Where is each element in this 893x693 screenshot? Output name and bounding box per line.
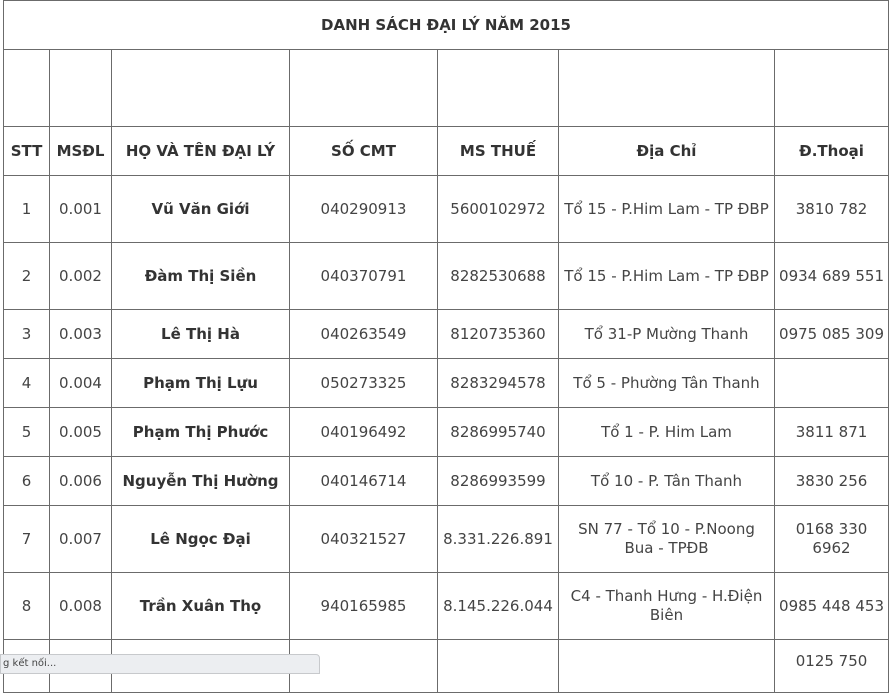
table-row <box>4 408 889 457</box>
cell-msdl: 0.002 <box>50 243 112 310</box>
cell-tax: 8283294578 <box>438 359 559 408</box>
cell-msdl: 0.005 <box>50 408 112 457</box>
cell-name: Trần Xuân Thọ <box>112 573 290 640</box>
cell-name: Đàm Thị Siền <box>112 243 290 310</box>
cell-stt: 7 <box>4 506 50 573</box>
cell-name: Lê Ngọc Đại <box>112 506 290 573</box>
table-row <box>4 573 889 640</box>
cell-msdl: 0.007 <box>50 506 112 573</box>
cell-tax: 8120735360 <box>438 310 559 359</box>
agent-table <box>3 0 889 693</box>
cell-msdl: 0.004 <box>50 359 112 408</box>
header-stt: STT <box>4 127 50 176</box>
table-row <box>4 457 889 506</box>
table-row <box>4 243 889 310</box>
cell-phone: 0975 085 309 <box>775 310 889 359</box>
header-msdl: MSĐL <box>50 127 112 176</box>
cell-name: Lê Thị Hà <box>112 310 290 359</box>
cell-tax: 8.145.226.044 <box>438 573 559 640</box>
table-row <box>4 506 889 573</box>
cell-stt: 6 <box>4 457 50 506</box>
cell-name: Nguyễn Thị Hường <box>112 457 290 506</box>
cell-name: Phạm Thị Phước <box>112 408 290 457</box>
cell-phone <box>775 359 889 408</box>
cell-tax: 8286993599 <box>438 457 559 506</box>
page-title: DANH SÁCH ĐẠI LÝ NĂM 2015 <box>4 1 889 50</box>
cell-stt: 5 <box>4 408 50 457</box>
header-address: Địa Chỉ <box>559 127 775 176</box>
cell-phone: 3811 871 <box>775 408 889 457</box>
cell-tax: 8282530688 <box>438 243 559 310</box>
cell-phone: 3830 256 <box>775 457 889 506</box>
cell-address: Tổ 1 - P. Him Lam <box>559 408 775 457</box>
cell-phone: 0934 689 551 <box>775 243 889 310</box>
cell-stt: 2 <box>4 243 50 310</box>
cell-phone: 0985 448 453 <box>775 573 889 640</box>
cell-cmt: 040263549 <box>290 310 438 359</box>
cell-address: C4 - Thanh Hưng - H.Điện Biên <box>559 573 775 640</box>
cell-address: Tổ 10 - P. Tân Thanh <box>559 457 775 506</box>
cell-cmt: 040146714 <box>290 457 438 506</box>
cell-msdl: 0.006 <box>50 457 112 506</box>
cell-address: Tổ 5 - Phường Tân Thanh <box>559 359 775 408</box>
table-row <box>4 359 889 408</box>
header-cmt: SỐ CMT <box>290 127 438 176</box>
cell-msdl: 0.008 <box>50 573 112 640</box>
cell-address: Tổ 31-P Mường Thanh <box>559 310 775 359</box>
cell-cmt: 040321527 <box>290 506 438 573</box>
header-tax: MS THUẾ <box>438 127 559 176</box>
blank-row <box>4 50 889 127</box>
cell-address: SN 77 - Tổ 10 - P.Noong Bua - TPĐB <box>559 506 775 573</box>
cell-name: Phạm Thị Lựu <box>112 359 290 408</box>
header-row <box>4 127 889 176</box>
cell-cmt: 940165985 <box>290 573 438 640</box>
cell-msdl: 0.003 <box>50 310 112 359</box>
cell-stt: 4 <box>4 359 50 408</box>
cell-tax: 5600102972 <box>438 176 559 243</box>
cell-name: Vũ Văn Giới <box>112 176 290 243</box>
header-name: HỌ VÀ TÊN ĐẠI LÝ <box>112 127 290 176</box>
table-row <box>4 176 889 243</box>
table-row <box>4 310 889 359</box>
cell-phone: 0168 330 6962 <box>775 506 889 573</box>
cell-stt: 8 <box>4 573 50 640</box>
cell-cmt: 050273325 <box>290 359 438 408</box>
cell-address: Tổ 15 - P.Him Lam - TP ĐBP <box>559 243 775 310</box>
cell-tax: 8286995740 <box>438 408 559 457</box>
cell-tax: 8.331.226.891 <box>438 506 559 573</box>
cell-phone: 3810 782 <box>775 176 889 243</box>
cell-address: Tổ 15 - P.Him Lam - TP ĐBP <box>559 176 775 243</box>
cell-cmt: 040370791 <box>290 243 438 310</box>
cell-msdl: 0.001 <box>50 176 112 243</box>
cell-stt: 3 <box>4 310 50 359</box>
cell-cmt: 040196492 <box>290 408 438 457</box>
header-phone: Đ.Thoại <box>775 127 889 176</box>
status-bar: g kết nối... <box>0 654 320 674</box>
cell-cmt: 040290913 <box>290 176 438 243</box>
cell-stt: 1 <box>4 176 50 243</box>
cell-phone: 0125 750 <box>775 640 889 693</box>
